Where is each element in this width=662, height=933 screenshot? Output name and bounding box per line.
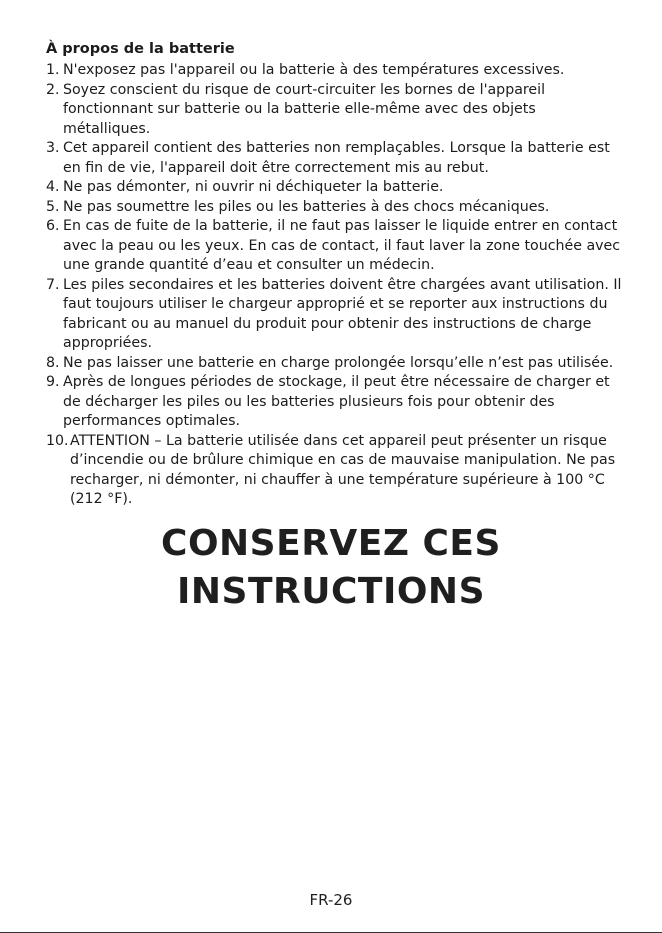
item-number: 9. <box>46 374 60 390</box>
list-item <box>46 139 626 178</box>
item-number: 4. <box>46 179 60 195</box>
item-number: 3. <box>46 140 60 156</box>
item-number: 7. <box>46 276 60 293</box>
list-item <box>46 373 626 432</box>
keep-instructions-title <box>0 520 662 616</box>
page-number: FR-26 <box>309 891 353 909</box>
item-text: Après de longues périodes de stockage, il peut être nécessaire de charger et de décharger les piles ou les batteries plusieurs fois pour obtenir des performances optimales. <box>63 374 610 429</box>
item-text: Ne pas soumettre les piles ou les batteries à des chocs mécaniques. <box>63 198 550 215</box>
item-number: 6. <box>46 218 60 234</box>
item-number: 5. <box>46 198 60 215</box>
section-heading: À propos de la batterie <box>46 41 235 57</box>
item-number: 10. <box>46 432 69 449</box>
item-text: Soyez conscient du risque de court-circuiter les bornes de l'appareil fonctionnant sur batterie ou la batterie elle-même avec des objets métalliques. <box>63 81 546 137</box>
item-text: ATTENTION – La batterie utilisée dans cet appareil peut présenter un risque d’incendie ou de brûlure chimique en cas de mauvaise manipulation. Ne pas recharger, ni démonter, ni chauffer à une température supérieure à 100 °C (212 °F). <box>70 432 616 507</box>
list-item <box>46 61 626 81</box>
item-text: En cas de fuite de la batterie, il ne faut pas laisser le liquide entrer en contact avec la peau ou les yeux. En cas de contact, il faut laver la zone touchée avec une grande quantité d’eau et consulter un médecin. <box>63 218 621 273</box>
item-number: 2. <box>46 81 60 98</box>
item-text: Cet appareil contient des batteries non remplaçables. Lorsque la batterie est en fin de vie, l'appareil doit être correctement mis au rebut. <box>63 140 610 176</box>
list-item <box>46 81 626 140</box>
item-text: Ne pas laisser une batterie en charge prolongée lorsqu’elle n’est pas utilisée. <box>63 354 614 371</box>
list-item <box>46 198 626 218</box>
list-item <box>46 217 626 276</box>
title-line-2: INSTRUCTIONS <box>177 571 485 612</box>
item-text: N'exposez pas l'appareil ou la batterie à des températures excessives. <box>63 62 565 78</box>
item-text: Ne pas démonter, ni ouvrir ni déchiqueter la batterie. <box>63 179 444 195</box>
list-item <box>46 178 626 198</box>
list-item <box>46 276 626 354</box>
item-number: 8. <box>46 354 60 371</box>
list-item <box>46 432 626 510</box>
item-number: 1. <box>46 62 60 78</box>
title-line-1: CONSERVEZ CES <box>161 523 501 564</box>
battery-instructions-list <box>46 61 626 510</box>
item-text: Les piles secondaires et les batteries doivent être chargées avant utilisation. Il faut toujours utiliser le chargeur approprié et se reporter aux instructions du fabricant ou au manuel du produit pour obtenir des instructions de charge appropriées. <box>63 276 622 351</box>
list-item <box>46 354 626 374</box>
